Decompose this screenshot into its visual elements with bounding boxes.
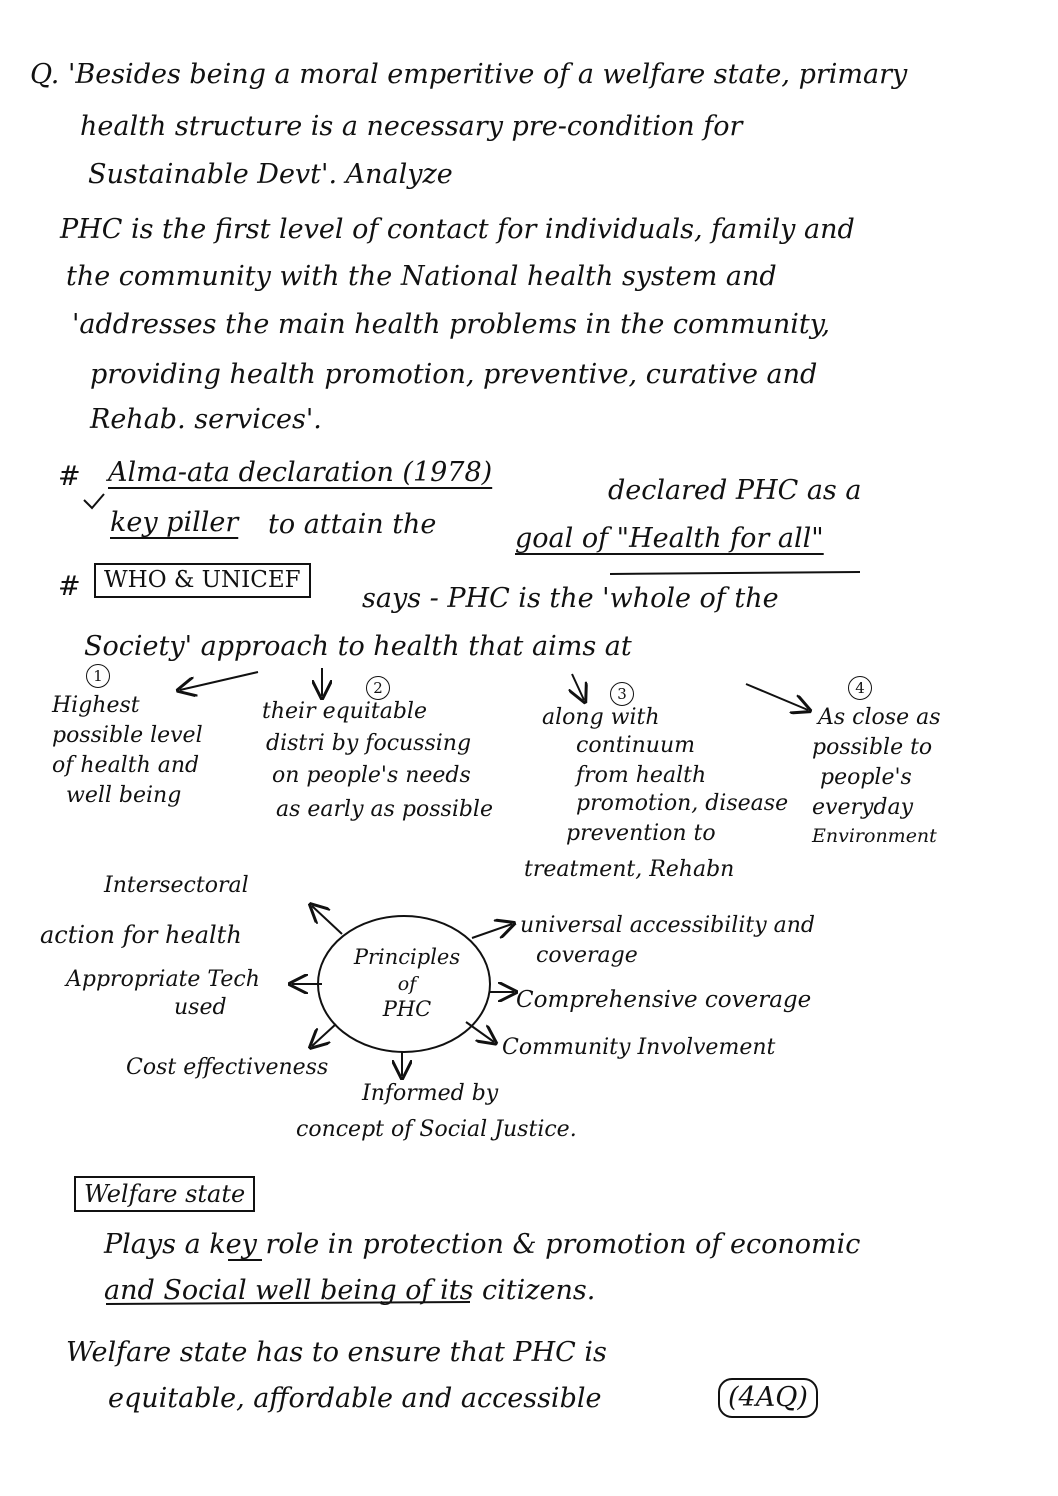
aim-2-line-4: as early as possible [276,797,493,822]
appropriate-tech-line-1: Appropriate Tech [66,967,260,992]
aim-4-line-1: As close as [818,705,941,730]
welfare-line-4: equitable, affordable and accessible [108,1383,602,1414]
informed-line-2: concept of Social Justice. [296,1117,577,1142]
informed-line-1: Informed by [362,1081,499,1106]
key-pillar: key piller [110,507,239,538]
universal-line-2: coverage [536,943,638,968]
intersectoral-line-2: action for health [40,921,242,949]
arrow-community [466,1022,494,1042]
intro-line-1: PHC is the first level of contact for individuals, family and [60,214,855,245]
who-bullet: # [58,571,81,602]
aim-2-line-2: distri by focussing [266,731,472,756]
who-says: says - PHC is the 'whole of the [362,583,779,614]
intro-line-4: providing health promotion, preventive, curative and [90,359,818,390]
health-for-all-goal: goal of "Health for all" [515,523,824,554]
aim-3-line-5: prevention to [566,821,716,846]
alma-bullet: # [58,461,81,492]
arrow-intersectoral [312,906,342,934]
community-involvement: Community Involvement [502,1035,776,1060]
cost-effectiveness: Cost effectiveness [126,1055,329,1080]
aim-3-line-1: along with [542,705,660,730]
who-underline [610,572,860,574]
intro-line-2: the community with the National health system and [66,261,777,292]
intro-line-5: Rehab. services'. [90,404,322,435]
aim-2-line-3: on people's needs [272,763,471,788]
aim-number-3: 3 [610,682,634,706]
tick-mark [84,494,104,508]
intersectoral-line-1: Intersectoral [104,873,249,898]
intro-line-3: 'addresses the main health problems in the community, [72,309,831,340]
comprehensive-coverage: Comprehensive coverage [516,987,812,1013]
aim-4-line-4: everyday [812,795,914,820]
arrow-cost [312,1024,336,1046]
aim-1-line-3: of health and [52,753,200,778]
who-unicef-box: WHO & UNICEF [94,563,311,598]
welfare-state-heading: Welfare state [74,1176,255,1212]
aim-4-line-5: Environment [812,825,937,847]
aim-3-line-3: from health [576,763,707,788]
question-line-2: health structure is a necessary pre-condition for [80,111,743,142]
arrow-aim-4 [746,684,808,710]
aim-number-1: 1 [86,664,110,688]
question-line-1: Q. 'Besides being a moral emperitive of a welfare state, primary [30,59,908,90]
principles-center-line-3: PHC [382,997,432,1021]
principles-center-line-1: Principles [353,945,461,969]
aim-1-line-4: well being [66,783,182,808]
alma-ata-mid: to attain the [268,509,437,540]
aim-number-2: 2 [366,676,390,700]
aim-4-line-2: possible to [812,735,933,760]
aim-3-line-4: promotion, disease [576,791,789,816]
arrow-aim-3 [572,674,584,700]
universal-line-1: universal accessibility and [520,913,815,938]
alma-ata-rest: declared PHC as a [608,475,862,506]
aim-4-line-3: people's [820,765,912,790]
welfare-line-2: and Social well being of its citizens. [104,1275,596,1306]
appropriate-tech-line-2: used [174,995,227,1020]
arrow-aim-1 [180,672,258,690]
who-line-2: Society' approach to health that aims at [84,631,632,662]
aim-2-line-1: their equitable [262,699,427,724]
aim-3-line-6: treatment, Rehabn [524,857,735,882]
aim-1-line-1: Highest [52,693,140,718]
question-line-3: Sustainable Devt'. Analyze [88,159,453,190]
principles-center-line-2: of [397,973,417,995]
arrow-universal [472,924,512,938]
aim-1-line-2: possible level [52,723,203,748]
aim-3-line-2: continuum [576,733,695,758]
4aq-tag: (4AQ) [718,1378,818,1418]
welfare-line-3: Welfare state has to ensure that PHC is [66,1337,607,1368]
welfare-line-1: Plays a key role in protection & promotion of economic [104,1229,861,1260]
aim-number-4: 4 [848,676,872,700]
alma-ata-title: Alma-ata declaration (1978) [108,457,493,488]
